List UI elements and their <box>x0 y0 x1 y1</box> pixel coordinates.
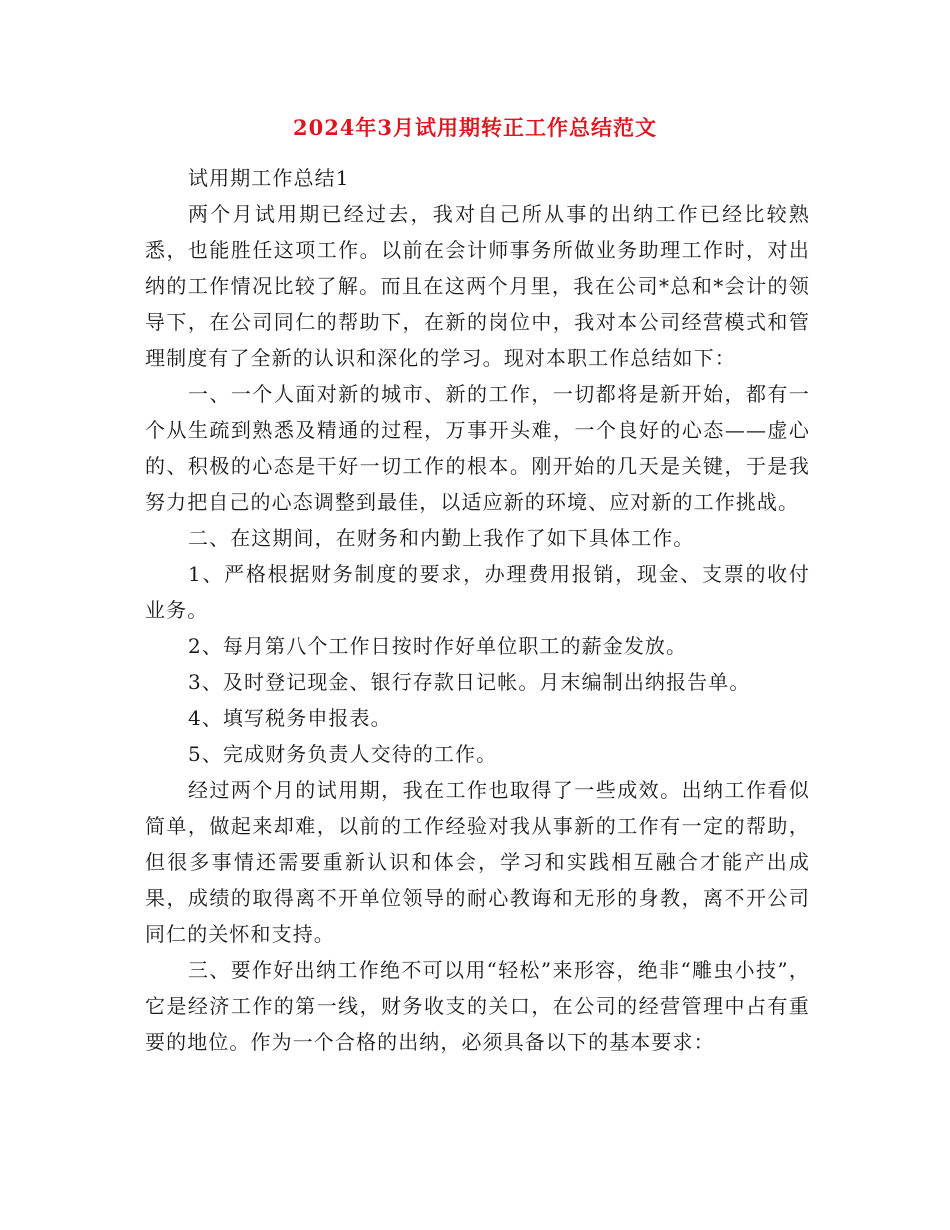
list-item: 3、及时登记现金、银行存款日记帐。月末编制出纳报告单。 <box>188 670 751 694</box>
section-heading: 试用期工作总结1 <box>188 166 350 190</box>
paragraph: 两个月试用期已经过去，我对自己所从事的出纳工作已经比较熟悉，也能胜任这项工作。以前在会计师事务所做业务助理工作时，对出纳的工作情况比较了解。而且在这两个月里，我在公司*总和*会计的领导下，在公司同仁的帮助下，在新的岗位中，我对本公司经营模式和管理制度有了全新的认识和深化的学习。现对本职工作总结如下： <box>145 202 810 370</box>
list-item: 1、严格根据财务制度的要求，办理费用报销，现金、支票的收付业务。 <box>145 562 810 622</box>
paragraph: 一、一个人面对新的城市、新的工作，一切都将是新开始，都有一个从生疏到熟悉及精通的过程，万事开头难，一个良好的心态——虚心的、积极的心态是干好一切工作的根本。刚开始的几天是关键，于是我努力把自己的心态调整到最佳，以适应新的环境、应对新的工作挑战。 <box>145 382 810 514</box>
document-body <box>145 160 810 1060</box>
paragraph: 经过两个月的试用期，我在工作也取得了一些成效。出纳工作看似简单，做起来却难，以前的工作经验对我从事新的工作有一定的帮助，但很多事情还需要重新认识和体会，学习和实践相互融合才能产出成果，成绩的取得离不开单位领导的耐心教诲和无形的身教，离不开公司同仁的关怀和支持。 <box>145 778 810 946</box>
paragraph: 三、要作好出纳工作绝不可以用“轻松”来形容，绝非“雕虫小技”，它是经济工作的第一线，财务收支的关口，在公司的经营管理中占有重要的地位。作为一个合格的出纳，必须具备以下的基本要求： <box>145 958 810 1054</box>
list-item: 4、填写税务申报表。 <box>188 706 392 730</box>
paragraph: 二、在这期间，在财务和内勤上我作了如下具体工作。 <box>188 526 695 550</box>
list-item: 2、每月第八个工作日按时作好单位职工的薪金发放。 <box>188 634 688 658</box>
document-title: 2024年3月试用期转正工作总结范文 <box>292 115 658 140</box>
list-item: 5、完成财务负责人交待的工作。 <box>188 742 498 766</box>
